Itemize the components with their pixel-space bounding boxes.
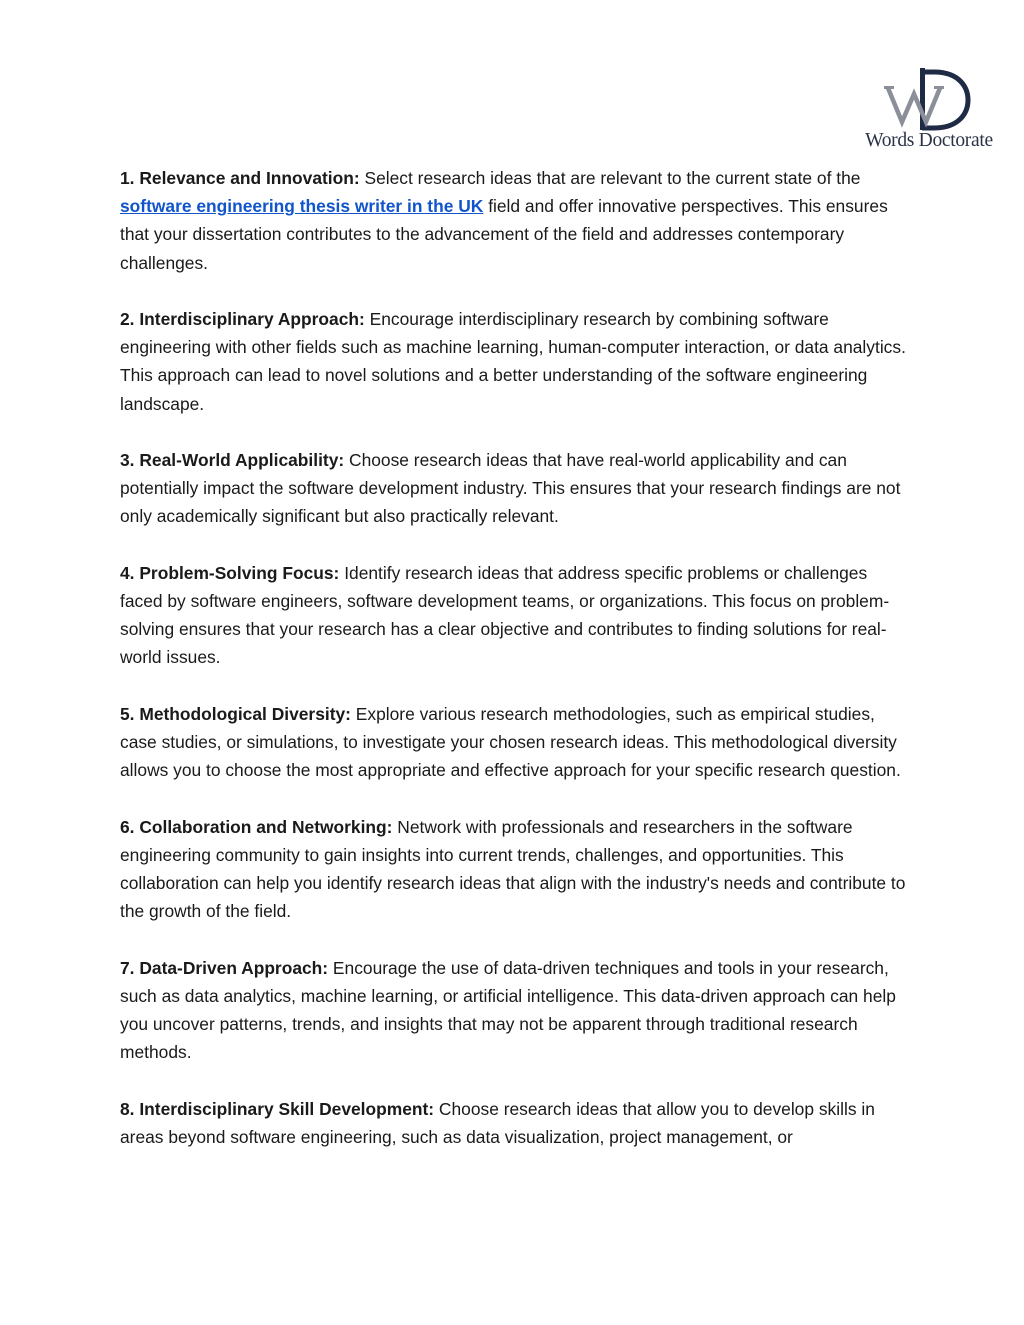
section-text: Select research ideas that are relevant to the current state of the	[359, 168, 861, 188]
document-body	[120, 164, 910, 1179]
section-data-driven-approach	[120, 954, 910, 1067]
logo-wordmark: Words Doctorate	[865, 130, 993, 151]
section-methodological-diversity	[120, 700, 910, 785]
section-text: field and offer innovative perspectives. This ensures that your dissertation contributes to the advancement of the field and addresses contemporary challenges.	[120, 196, 888, 273]
section-heading: 7. Data-Driven Approach:	[120, 957, 329, 978]
words-doctorate-logo	[848, 66, 1010, 154]
section-text: Explore various research methodologies, such as empirical studies, case studies, or simulations, to investigate your chosen research ideas. This methodological diversity allows you to choose the most appropriate and effective approach for your specific research question.	[120, 703, 901, 781]
section-real-world-applicability	[120, 446, 910, 531]
section-heading: 8. Interdisciplinary Skill Development:	[120, 1098, 435, 1119]
section-heading: 3. Real-World Applicability:	[120, 450, 345, 470]
section-interdisciplinary-approach	[120, 305, 910, 418]
wd-monogram-icon	[882, 66, 974, 132]
section-heading: 6. Collaboration and Networking:	[120, 816, 393, 837]
section-heading: 4. Problem-Solving Focus:	[120, 562, 340, 583]
software-engineering-thesis-link[interactable]: software engineering thesis writer in the UK	[120, 196, 484, 217]
section-text: Encourage the use of data-driven techniques and tools in your research, such as data analytics, machine learning, or artificial intelligence. This data-driven approach can help you uncover patterns, trends, and insights that may not be apparent through traditional research methods.	[120, 957, 896, 1063]
section-text: Network with professionals and researchers in the software engineering community to gain insights into current trends, challenges, and opportunities. This collaboration can help you identify research ideas that align with the industry's needs and contribute to the growth of the field.	[120, 816, 906, 922]
section-collaboration-networking	[120, 813, 910, 926]
section-problem-solving-focus	[120, 559, 910, 672]
section-relevance-innovation	[120, 164, 910, 277]
section-text: Choose research ideas that have real-world applicability and can potentially impact the software development industry. This ensures that your research findings are not only academically significant but also practically relevant.	[120, 450, 901, 527]
section-heading: 1. Relevance and Innovation:	[120, 168, 360, 188]
section-text: Encourage interdisciplinary research by combining software engineering with other fields such as machine learning, human-computer interaction, or data analytics. This approach can lead to novel solutions and a better understanding of the software engineering landscape.	[120, 309, 906, 414]
section-heading: 2. Interdisciplinary Approach:	[120, 309, 365, 329]
section-text: Choose research ideas that allow you to develop skills in areas beyond software engineering, such as data visualization, project management, or	[120, 1098, 875, 1147]
section-heading: 5. Methodological Diversity:	[120, 703, 351, 724]
section-interdisciplinary-skill-development	[120, 1095, 910, 1151]
section-text: Identify research ideas that address specific problems or challenges faced by software engineers, software development teams, or organizations. This focus on problem-solving ensures that your research has a clear objective and contributes to finding solutions for real-world issues.	[120, 562, 890, 668]
